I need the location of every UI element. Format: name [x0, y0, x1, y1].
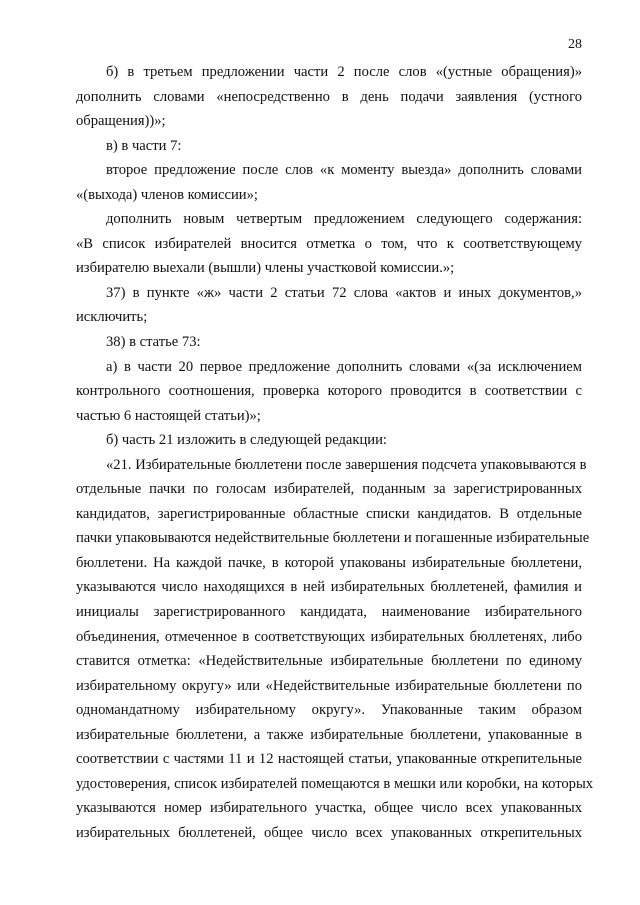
text-line: избирательные бюллетени, а также избирательные бюллетени, упакованные в: [76, 726, 582, 743]
text-line: инициалы зарегистрированного кандидата, наименование избирательного: [76, 604, 582, 621]
text-line: 38) в статье 73:: [106, 334, 201, 351]
text-line: а) в части 20 первое предложение дополнить словами «(за исключением: [106, 358, 582, 375]
paragraph-p7: [76, 355, 582, 429]
page-number: 28: [568, 37, 582, 52]
text-line: б) в третьем предложении части 2 после слов «(устные обращения)»: [106, 64, 582, 80]
text-line: «21. Избирательные бюллетени после завершения подсчета упаковываются в: [106, 456, 587, 473]
text-line: «(выхода) членов комиссии»;: [76, 186, 258, 203]
text-line: частью 6 настоящей статьи)»;: [76, 407, 261, 424]
text-line: второе предложение после слов «к моменту выезда» дополнить словами: [106, 162, 582, 179]
text-line: одномандатному избирательному округу». Упакованные таким образом: [76, 702, 582, 719]
paragraph-p1: [76, 60, 582, 134]
text-line: избирателю выехали (вышли) члены участковой комиссии.»;: [76, 260, 455, 277]
text-line: соответствии с частями 11 и 12 настоящей статьи, упакованные открепительные: [76, 751, 582, 768]
text-line: указываются номер избирательного участка, общее число всех упакованных: [76, 800, 582, 817]
paragraph-p4: [76, 207, 582, 281]
text-line: пачки упаковываются недействительные бюллетени и погашенные избирательные: [76, 530, 590, 547]
text-line: «В список избирателей вносится отметка о том, что к соответствующему: [76, 235, 582, 252]
text-line: удостоверения, список избирателей помещаются в мешки или коробки, на которых: [76, 775, 594, 792]
paragraph-p2: [76, 134, 582, 159]
text-line: избирательному округу» или «Недействительные избирательные бюллетени по: [76, 677, 582, 694]
paragraph-p6: [76, 330, 582, 355]
text-line: в) в части 7:: [106, 137, 182, 154]
text-line: 37) в пункте «ж» части 2 статьи 72 слова «актов и иных документов,»: [106, 284, 582, 301]
text-line: контрольного соотношения, проверка которого проводится в соответствии с: [76, 383, 582, 400]
paragraph-p5: [76, 281, 582, 330]
text-line: бюллетени. На каждой пачке, в которой упакованы избирательные бюллетени,: [76, 554, 582, 571]
text-line: ставится отметка: «Недействительные избирательные бюллетени по единому: [76, 653, 582, 670]
text-line: дополнить новым четвертым предложением следующего содержания:: [106, 211, 582, 228]
paragraph-p8: [76, 428, 582, 453]
text-line: дополнить словами «непосредственно в день подачи заявления (устного: [76, 88, 582, 105]
text-line: б) часть 21 изложить в следующей редакции:: [106, 432, 387, 449]
text-line: избирательных бюллетеней, общее число всех упакованных открепительных: [76, 824, 582, 841]
document-body: [76, 60, 594, 846]
text-line: объединения, отмеченное в соответствующих избирательных бюллетенях, либо: [76, 628, 582, 645]
text-line: исключить;: [76, 309, 148, 326]
text-line: указываются число находящихся в ней избирательных бюллетеней, фамилия и: [76, 579, 582, 596]
paragraph-p3: [76, 158, 582, 207]
paragraph-p9: [76, 453, 594, 846]
text-line: обращения))»;: [76, 113, 166, 130]
text-line: отдельные пачки по голосам избирателей, поданным за зарегистрированных: [76, 481, 582, 498]
text-line: кандидатов, зарегистрированные областные списки кандидатов. В отдельные: [76, 505, 582, 522]
